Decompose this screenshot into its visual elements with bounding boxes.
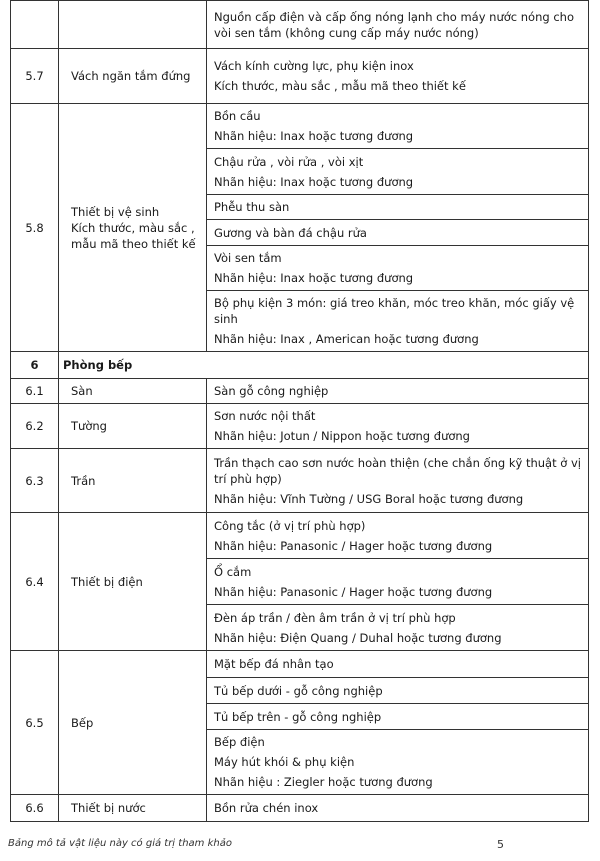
table-row bbox=[11, 379, 589, 404]
item-name: Vách ngăn tắm đứng bbox=[59, 49, 207, 104]
item-name: Thiết bị điện bbox=[59, 513, 207, 651]
spec-line: Nhãn hiệu: Inax hoặc tương đương bbox=[214, 174, 414, 189]
spec-line: Tủ bếp dưới - gỗ công nghiệp bbox=[214, 683, 383, 698]
spec-line: Đèn áp trần / đèn âm trần ở vị trí phù hợp bbox=[214, 610, 456, 625]
spec-cell bbox=[207, 730, 589, 795]
spec-cell bbox=[207, 404, 589, 449]
spec-line: Sơn nước nội thất bbox=[214, 409, 316, 423]
footer-note: Bảng mô tả vật liệu này có giá trị tham khảo bbox=[8, 838, 232, 849]
spec-line: Nhãn hiệu: Inax hoặc tương đương bbox=[214, 271, 414, 285]
item-name: Bếp bbox=[59, 651, 207, 795]
spec-cell bbox=[207, 246, 589, 291]
spec-line: Trần thạch cao sơn nước hoàn thiện (che chắn ống kỹ thuật ở vị trí phù hợp) bbox=[214, 455, 581, 486]
table-row bbox=[11, 104, 589, 149]
spec-cell bbox=[207, 195, 589, 220]
item-number: 6.3 bbox=[11, 449, 59, 513]
spec-cell bbox=[207, 651, 589, 678]
spec-line: Máy hút khói & phụ kiện bbox=[214, 755, 355, 769]
table-row bbox=[11, 1, 589, 49]
spec-line: Nhãn hiệu: Inax hoặc tương đương bbox=[214, 129, 414, 143]
spec-cell bbox=[207, 291, 589, 352]
spec-line: Nguồn cấp điện và cấp ống nóng lạnh cho máy nước nóng cho vòi sen tắm (không cung cấp máy nước nóng) bbox=[214, 9, 574, 40]
spec-line: Vách kính cường lực, phụ kiện inox bbox=[214, 59, 414, 73]
page-number: 5 bbox=[497, 838, 504, 851]
spec-line: Sàn gỗ công nghiệp bbox=[214, 384, 329, 398]
spec-cell bbox=[207, 605, 589, 651]
item-name: Sàn bbox=[59, 379, 207, 404]
item-number bbox=[11, 1, 59, 49]
item-number: 6.5 bbox=[11, 651, 59, 795]
spec-line: Bộ phụ kiện 3 món: giá treo khăn, móc treo khăn, móc giấy vệ sinh bbox=[214, 296, 575, 326]
table-row bbox=[11, 449, 589, 513]
item-number: 6.1 bbox=[11, 379, 59, 404]
table-body bbox=[11, 1, 589, 822]
spec-cell bbox=[207, 49, 589, 104]
spec-line: Bồn cầu bbox=[214, 109, 261, 123]
item-name: Tường bbox=[59, 404, 207, 449]
spec-line: Bồn rửa chén inox bbox=[214, 801, 319, 815]
section-number: 6 bbox=[11, 352, 59, 379]
item-number: 6.2 bbox=[11, 404, 59, 449]
spec-line: Kích thước, màu sắc , mẫu mã theo thiết kế bbox=[214, 79, 466, 93]
spec-cell bbox=[207, 678, 589, 704]
section-title: Phòng bếp bbox=[59, 352, 589, 379]
item-number: 6.6 bbox=[11, 795, 59, 822]
item-name: Thiết bị vệ sinh Kích thước, màu sắc , mẫu mã theo thiết kế bbox=[59, 104, 207, 352]
spec-line: Công tắc (ở vị trí phù hợp) bbox=[214, 518, 366, 533]
item-name: Trần bbox=[59, 449, 207, 513]
spec-line: Ổ cắm bbox=[214, 564, 252, 579]
table-row bbox=[11, 49, 589, 104]
spec-line: Nhãn hiệu: Vĩnh Tường / USG Boral hoặc tương đương bbox=[214, 491, 524, 506]
spec-line: Vòi sen tắm bbox=[214, 251, 282, 265]
spec-line: Chậu rửa , vòi rửa , vòi xịt bbox=[214, 154, 364, 169]
table-row bbox=[11, 795, 589, 822]
spec-line: Nhãn hiệu: Jotun / Nippon hoặc tương đương bbox=[214, 429, 470, 443]
spec-cell bbox=[207, 220, 589, 246]
spec-line: Nhãn hiệu: Panasonic / Hager hoặc tương đương bbox=[214, 584, 493, 599]
spec-cell bbox=[207, 559, 589, 605]
spec-cell bbox=[207, 795, 589, 822]
spec-cell bbox=[207, 449, 589, 513]
spec-line: Nhãn hiệu: Inax , American hoặc tương đương bbox=[214, 332, 479, 346]
spec-cell bbox=[207, 1, 589, 49]
table-row bbox=[11, 513, 589, 559]
spec-line: Phễu thu sàn bbox=[214, 200, 290, 214]
item-number: 6.4 bbox=[11, 513, 59, 651]
section-row bbox=[11, 352, 589, 379]
spec-line: Tủ bếp trên - gỗ công nghiệp bbox=[214, 709, 382, 724]
item-name: Thiết bị nước bbox=[59, 795, 207, 822]
spec-cell bbox=[207, 104, 589, 149]
spec-line: Mặt bếp đá nhân tạo bbox=[214, 657, 334, 671]
spec-cell bbox=[207, 704, 589, 730]
spec-cell bbox=[207, 379, 589, 404]
item-name bbox=[59, 1, 207, 49]
material-spec-table bbox=[10, 0, 589, 822]
item-number: 5.7 bbox=[11, 49, 59, 104]
spec-line: Nhãn hiệu : Ziegler hoặc tương đương bbox=[214, 775, 433, 789]
spec-line: Bếp điện bbox=[214, 735, 265, 749]
spec-line: Gương và bàn đá chậu rửa bbox=[214, 225, 367, 240]
item-number: 5.8 bbox=[11, 104, 59, 352]
table-row bbox=[11, 404, 589, 449]
table-row bbox=[11, 651, 589, 678]
spec-cell bbox=[207, 149, 589, 195]
spec-cell bbox=[207, 513, 589, 559]
spec-line: Nhãn hiệu: Panasonic / Hager hoặc tương đương bbox=[214, 538, 493, 553]
spec-line: Nhãn hiệu: Điện Quang / Duhal hoặc tương đương bbox=[214, 630, 502, 645]
